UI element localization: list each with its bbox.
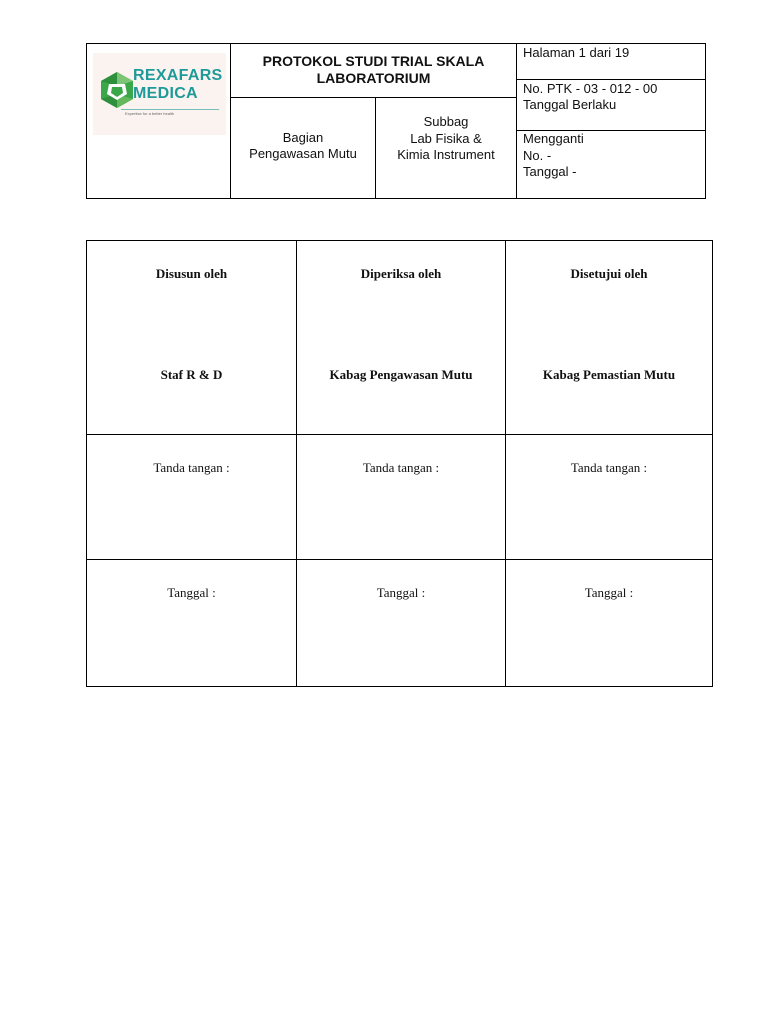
title-line2: LABORATORIUM xyxy=(316,70,431,86)
col2-role: Kabag Pengawasan Mutu xyxy=(329,367,473,382)
department-cell xyxy=(231,130,375,162)
col1-role: Staf R & D xyxy=(160,367,223,382)
col2-heading: Diperiksa oleh xyxy=(360,266,442,281)
col1-heading: Disusun oleh xyxy=(155,266,228,281)
company-tagline: Expertise for a better health xyxy=(125,111,175,116)
col2-date-label: Tanggal : xyxy=(376,585,426,600)
document-title xyxy=(231,53,516,87)
subunit-cell xyxy=(376,114,516,164)
company-logo xyxy=(93,53,226,135)
company-name-line1: REXAFARS xyxy=(133,67,223,84)
title-line1: PROTOKOL STUDI TRIAL SKALA xyxy=(262,53,485,69)
effective-date-label: Tanggal Berlaku xyxy=(523,97,617,112)
subunit-line1: Subbag xyxy=(423,114,469,129)
gem-logo-icon xyxy=(97,70,137,110)
subunit-line3: Kimia Instrument xyxy=(397,147,495,162)
department-line1: Bagian xyxy=(282,130,324,145)
department-line2: Pengawasan Mutu xyxy=(249,146,357,161)
col3-heading: Disetujui oleh xyxy=(570,266,648,281)
col2-signature-label: Tanda tangan : xyxy=(362,460,440,475)
col3-role: Kabag Pemastian Mutu xyxy=(542,367,676,382)
replaces-date: Tanggal - xyxy=(523,164,577,179)
col1-date-label: Tanggal : xyxy=(167,585,216,600)
logo-underline xyxy=(121,109,219,110)
col3-date-label: Tanggal : xyxy=(584,585,634,600)
document-number: No. PTK - 03 - 012 - 00 xyxy=(523,81,658,96)
subunit-line2: Lab Fisika & xyxy=(410,130,482,146)
replaces-label: Mengganti xyxy=(523,131,584,146)
company-name-line2: MEDICA xyxy=(133,85,198,102)
page-indicator: Halaman 1 dari 19 xyxy=(523,45,630,60)
replaces-number: No. - xyxy=(523,148,552,163)
col3-signature-label: Tanda tangan : xyxy=(570,460,648,475)
col1-signature-label: Tanda tangan : xyxy=(153,460,230,475)
